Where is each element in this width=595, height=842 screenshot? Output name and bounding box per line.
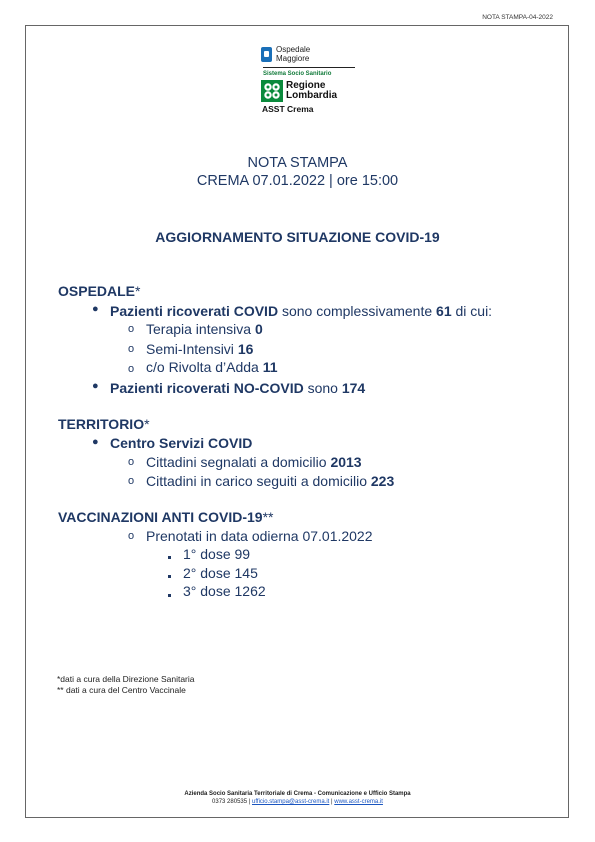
ospedale-nocovid-line: Pazienti ricoverati NO-COVID sono 174 (110, 380, 366, 396)
ospedale-line2: Maggiore (276, 54, 310, 63)
asst-logo (261, 45, 361, 114)
sub-rivolta-adda: c/o Rivolta d’Adda 11 (146, 359, 278, 375)
circle-bullet-icon: o (128, 343, 135, 355)
footer-organization: Azienda Socio Sanitaria Territoriale di Crema - Comunicazione e Ufficio Stampa (184, 791, 411, 797)
regione-line1: Regione (286, 80, 326, 91)
footer-email-link[interactable]: ufficio.stampa@asst-crema.it (252, 799, 330, 805)
footnotes (57, 674, 195, 696)
prenotati-line: Prenotati in data odierna 07.01.2022 (146, 528, 373, 544)
footer-website-link[interactable]: www.asst-crema.it (334, 799, 383, 805)
dose-item: 3° dose 1262 (183, 583, 266, 599)
circle-bullet-icon: o (128, 475, 135, 487)
ospedale-icon (261, 47, 272, 62)
dose-item: 2° dose 145 (183, 565, 258, 581)
footer-contacts (0, 798, 595, 806)
sub-segnalati: Cittadini segnalati a domicilio 2013 (146, 454, 362, 470)
document-code: NOTA STAMPA-04-2022 (482, 14, 553, 21)
asst-crema-label: ASST Crema (262, 104, 314, 114)
territorio-heading: TERRITORIO* (58, 416, 150, 432)
sub-terapia-intensiva: Terapia intensiva 0 (146, 321, 263, 337)
circle-bullet-icon: o (128, 530, 135, 542)
square-bullet-icon (168, 594, 171, 597)
footer-phone: 0373 280535 (212, 799, 248, 805)
sistema-socio-sanitario: Sistema Socio Sanitario (263, 71, 332, 77)
vaccinazioni-heading: VACCINAZIONI ANTI COVID-19** (58, 509, 274, 525)
ospedale-covid-line: Pazienti ricoverati COVID sono complessivamente 61 di cui: (110, 303, 493, 319)
sub-semi-intensivi: Semi-Intensivi 16 (146, 341, 254, 357)
press-date: CREMA 07.01.2022 | ore 15:00 (196, 173, 399, 189)
centro-servizi-covid: Centro Servizi COVID (110, 435, 253, 451)
bullet-icon: ● (92, 436, 99, 448)
press-header (0, 154, 595, 190)
bullet-icon: ● (92, 303, 99, 315)
square-bullet-icon (168, 575, 171, 578)
circle-bullet-icon: o (128, 363, 135, 375)
page-footer (0, 790, 595, 806)
regione-line2: Lombardia (286, 90, 338, 101)
footer-separator: | (329, 799, 335, 805)
footnote: *dati a cura della Direzione Sanitaria (57, 674, 195, 684)
circle-bullet-icon: o (128, 323, 135, 335)
document-title: AGGIORNAMENTO SITUAZIONE COVID-19 (155, 229, 440, 245)
dose-item: 1° dose 99 (183, 546, 251, 562)
ospedale-heading: OSPEDALE* (58, 283, 141, 299)
logo-divider (263, 67, 355, 68)
circle-bullet-icon: o (128, 456, 135, 468)
footer-separator: | (247, 799, 252, 805)
ospedale-line1: Ospedale (276, 45, 311, 54)
bullet-icon: ● (92, 380, 99, 392)
sub-in-carico: Cittadini in carico seguiti a domicilio 223 (146, 473, 395, 489)
nota-stampa: NOTA STAMPA (247, 155, 348, 171)
footnote: ** dati a cura del Centro Vaccinale (57, 685, 186, 695)
square-bullet-icon (168, 556, 171, 559)
regione-lombardia-icon (261, 80, 283, 102)
